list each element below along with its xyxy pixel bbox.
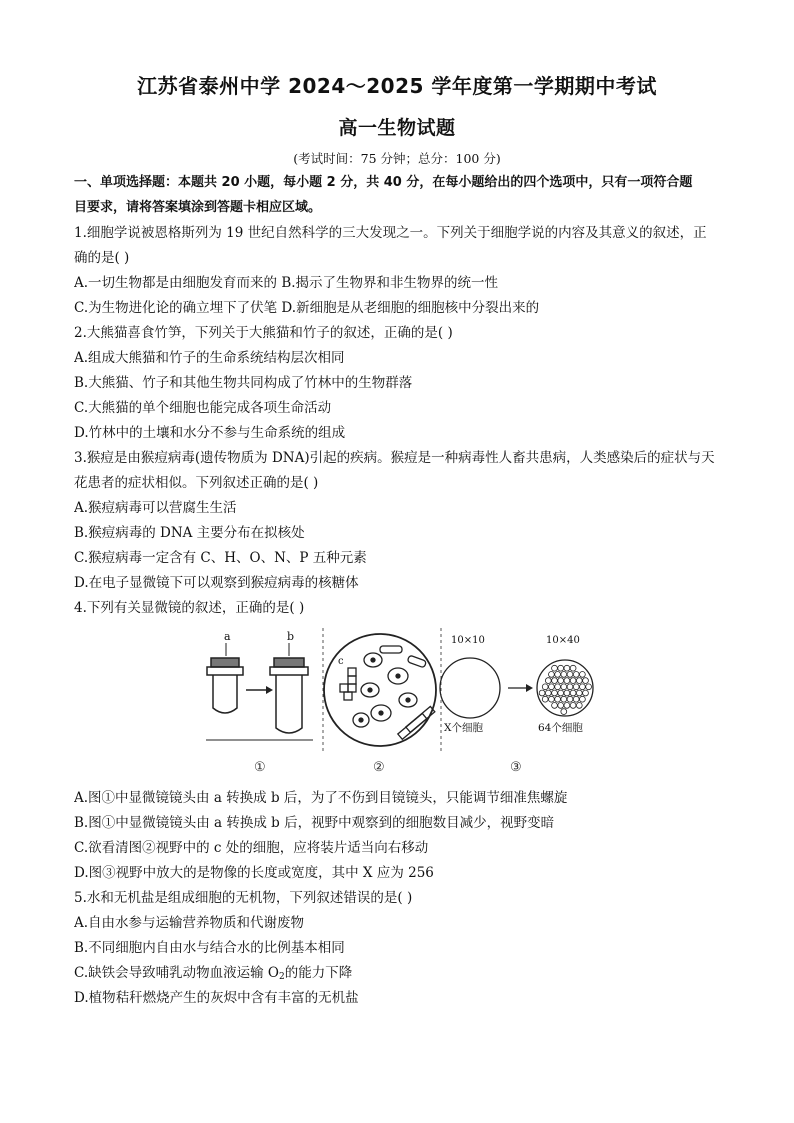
packed-cell <box>542 684 548 690</box>
packed-cell <box>545 690 551 696</box>
figure-number-3: ③ <box>510 760 522 775</box>
high-mag-cell-grid <box>539 665 591 714</box>
cell-nucleus-2 <box>396 674 400 678</box>
packed-cell <box>567 684 573 690</box>
cell-nucleus-1 <box>371 658 375 662</box>
q3-stem-line-1: 3.猴痘是由猴痘病毒(遗传物质为 DNA)引起的疾病。猴痘是一种病毒性人畜共患病，人类感染后的症状与天 <box>74 450 715 466</box>
packed-cell <box>549 696 555 702</box>
q2-option-c: C.大熊猫的单个细胞也能完成各项生命活动 <box>74 400 332 416</box>
q5-option-c-subscript: 2 <box>279 972 285 982</box>
packed-cell <box>539 690 545 696</box>
q3-stem-line-2: 花患者的症状相似。下列叙述正确的是( ) <box>74 475 319 491</box>
packed-cell <box>542 696 548 702</box>
cell-square-3 <box>340 684 348 692</box>
lens-a-body <box>213 675 237 713</box>
packed-cell <box>558 703 564 709</box>
q5-option-a: A.自由水参与运输营养物质和代谢废物 <box>74 915 305 931</box>
packed-cell <box>561 696 567 702</box>
q5-option-c-prefix: C.缺铁会导致哺乳动物血液运输 O <box>74 965 279 981</box>
section-heading-line-2: 目要求，请将答案填涂到答题卡相应区域。 <box>74 200 322 215</box>
packed-cell <box>552 703 558 709</box>
q2-option-b: B.大熊猫、竹子和其他生物共同构成了竹林中的生物群落 <box>74 375 413 391</box>
packed-cell <box>573 684 579 690</box>
section-heading-line-1: 一、单项选择题：本题共 20 小题，每小题 2 分，共 40 分，在每小题给出的四个选项中，只有一项符合题 <box>74 175 693 190</box>
packed-cell <box>561 684 567 690</box>
packed-cell <box>549 672 555 678</box>
packed-cell <box>555 684 561 690</box>
q5-option-c-suffix: 的能力下降 <box>284 965 353 981</box>
packed-cell <box>545 678 551 684</box>
q1-options-line-1: A.一切生物都是由细胞发育而来的 B.揭示了生物界和非生物界的统一性 <box>74 275 499 291</box>
cell-elongated-2 <box>407 655 426 668</box>
q3-option-a: A.猴痘病毒可以营腐生生活 <box>74 500 237 516</box>
microscope-figure <box>198 628 598 778</box>
cell-square-4 <box>348 684 356 692</box>
exam-title: 江苏省泰州中学 2024～2025 学年度第一学期期中考试 <box>137 74 657 98</box>
packed-cell <box>573 672 579 678</box>
q1-stem-line-1: 1.细胞学说被恩格斯列为 19 世纪自然科学的三大发现之一。下列关于细胞学说的内容及其意义的叙述，正 <box>74 225 707 241</box>
cell-nucleus-4 <box>406 698 410 702</box>
packed-cell <box>558 665 564 671</box>
packed-cell <box>583 678 589 684</box>
packed-cell <box>564 678 570 684</box>
packed-cell <box>576 703 582 709</box>
packed-cell <box>564 665 570 671</box>
q4-option-b: B.图①中显微镜镜头由 a 转换成 b 后，视野中观察到的细胞数目减少，视野变暗 <box>74 815 555 831</box>
exam-subtitle: 高一生物试题 <box>338 117 456 139</box>
q4-option-a: A.图①中显微镜镜头由 a 转换成 b 后，为了不伤到目镜镜头，只能调节细准焦螺旋 <box>74 790 568 806</box>
packed-cell <box>552 678 558 684</box>
q3-option-b: B.猴痘病毒的 DNA 主要分布在拟核处 <box>74 525 305 541</box>
q4-stem: 4.下列有关显微镜的叙述，正确的是( ) <box>74 600 305 616</box>
panel-1-objectives <box>206 630 313 740</box>
cell-nucleus-5 <box>379 711 383 715</box>
packed-cell <box>555 696 561 702</box>
packed-cell <box>558 690 564 696</box>
packed-cell <box>561 672 567 678</box>
lens-b-collar <box>270 667 308 675</box>
packed-cell <box>555 672 561 678</box>
cell-nucleus-6 <box>359 718 363 722</box>
packed-cell <box>583 690 589 696</box>
q2-option-d: D.竹林中的土壤和水分不参与生命系统的组成 <box>74 425 346 441</box>
q4-option-d: D.图③视野中放大的是物像的长度或宽度，其中 X 应为 256 <box>74 865 434 881</box>
label-b: b <box>287 630 295 643</box>
packed-cell <box>576 690 582 696</box>
cell-square-1 <box>348 668 356 676</box>
q5-option-d: D.植物秸秆燃烧产生的灰烬中含有丰富的无机盐 <box>74 990 359 1006</box>
packed-cell <box>576 678 582 684</box>
cell-square-5 <box>344 692 352 700</box>
q4-option-c: C.欲看清图②视野中的 c 处的细胞，应将装片适当向右移动 <box>74 840 429 856</box>
arrow-head-2 <box>526 684 533 692</box>
packed-cell <box>570 690 576 696</box>
q2-option-a: A.组成大熊猫和竹子的生命系统结构层次相同 <box>74 350 345 366</box>
cell-square-2 <box>348 676 356 684</box>
packed-cell <box>580 684 586 690</box>
label-c: c <box>338 656 344 667</box>
q3-option-d: D.在电子显微镜下可以观察到猴痘病毒的核糖体 <box>74 575 359 591</box>
packed-cell <box>552 665 558 671</box>
figure-number-2: ② <box>373 760 385 775</box>
lens-b-body <box>276 675 302 733</box>
low-mag-field <box>440 658 500 718</box>
arrow-head-1 <box>266 686 273 694</box>
q5-stem: 5.水和无机盐是组成细胞的无机物，下列叙述错误的是( ) <box>74 890 413 906</box>
packed-cell <box>567 672 573 678</box>
packed-cell <box>567 696 573 702</box>
label-a: a <box>224 630 231 643</box>
figure-number-1: ① <box>254 760 266 775</box>
panel-2-field-of-view <box>324 634 436 746</box>
lens-a-collar <box>207 667 243 675</box>
mag-low-label: 10×10 <box>451 635 485 646</box>
packed-cell <box>573 696 579 702</box>
packed-cell <box>552 690 558 696</box>
q5-option-c <box>74 964 734 986</box>
lens-a-cap <box>211 658 239 667</box>
packed-cell <box>570 703 576 709</box>
q3-option-c: C.猴痘病毒一定含有 C、H、O、N、P 五种元素 <box>74 550 367 566</box>
microscope-figure-svg <box>198 628 598 778</box>
packed-cell <box>580 696 586 702</box>
packed-cell <box>558 678 564 684</box>
q1-stem-line-2: 确的是( ) <box>74 250 130 266</box>
packed-cell <box>564 703 570 709</box>
packed-cell <box>586 684 592 690</box>
panel-3-magnification <box>440 635 593 734</box>
packed-cell <box>570 665 576 671</box>
q2-stem: 2.大熊猫喜食竹笋，下列关于大熊猫和竹子的叙述，正确的是( ) <box>74 325 453 341</box>
packed-cell <box>561 709 567 715</box>
packed-cell <box>580 672 586 678</box>
x-cells-label: X个细胞 <box>444 722 483 734</box>
cell-elongated-1 <box>380 646 402 653</box>
exam-info: (考试时间：75 分钟；总分：100 分) <box>293 151 501 166</box>
packed-cell <box>564 690 570 696</box>
q5-option-b: B.不同细胞内自由水与结合水的比例基本相同 <box>74 940 345 956</box>
packed-cell <box>549 684 555 690</box>
cells-64-label: 64个细胞 <box>538 722 583 734</box>
cell-nucleus-3 <box>368 688 372 692</box>
q1-options-line-2: C.为生物进化论的确立埋下了伏笔 D.新细胞是从老细胞的细胞核中分裂出来的 <box>74 300 540 316</box>
lens-b-cap <box>274 658 304 667</box>
packed-cell <box>570 678 576 684</box>
mag-high-label: 10×40 <box>546 635 580 646</box>
